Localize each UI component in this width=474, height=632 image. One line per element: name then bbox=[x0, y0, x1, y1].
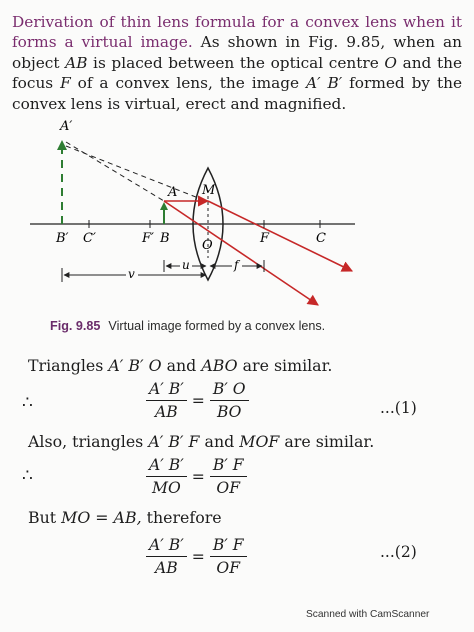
equation-number-1: ...(1) bbox=[380, 399, 417, 417]
statement-3: But MO = AB, therefore bbox=[28, 508, 222, 527]
virtual-ray-1 bbox=[66, 142, 164, 201]
figure-caption-text: Virtual image formed by a convex lens. bbox=[108, 319, 326, 333]
label-a: A bbox=[168, 185, 178, 200]
therefore-2: ∴ bbox=[22, 466, 33, 486]
label-b-prime: B′ bbox=[56, 231, 69, 246]
therefore-1: ∴ bbox=[22, 393, 33, 413]
equation-3: $\frac{A' B'}{AB}$ = $\frac{B' F}{OF}$ bbox=[146, 536, 247, 577]
statement-2: Also, triangles A′ B′ F and MOF are similar. bbox=[28, 432, 375, 451]
label-u: u bbox=[182, 258, 190, 272]
eq2-lhs: $\frac{A' B'}{MO}$ bbox=[146, 456, 187, 497]
label-m: M bbox=[202, 183, 216, 198]
eq3-rhs: $\frac{B' F}{OF}$ bbox=[210, 536, 247, 577]
statement-1: Triangles A′ B′ O and ABO are similar. bbox=[28, 356, 333, 375]
equation-2: $\frac{A' B'}{MO}$ = $\frac{B' F}{OF}$ bbox=[146, 456, 247, 497]
label-f-distance: f bbox=[234, 258, 239, 272]
label-f-prime: F′ bbox=[142, 231, 154, 246]
scanner-watermark: Scanned with CamScanner bbox=[306, 609, 430, 620]
virtual-ray-2 bbox=[66, 146, 206, 201]
label-c-prime: C′ bbox=[83, 231, 96, 246]
eq1-lhs: $\frac{A' B'}{AB}$ bbox=[146, 380, 187, 421]
eq3-lhs: $\frac{A' B'}{AB}$ bbox=[146, 536, 187, 577]
label-c: C bbox=[316, 231, 326, 246]
label-v: v bbox=[128, 267, 135, 281]
eq2-rhs: $\frac{B' F}{OF}$ bbox=[210, 456, 247, 497]
label-a-prime: A′ bbox=[60, 119, 73, 134]
ray-refracted-through-f bbox=[208, 201, 352, 271]
figure-caption bbox=[50, 319, 325, 333]
label-o: O bbox=[202, 238, 213, 253]
label-b: B bbox=[160, 231, 170, 246]
intro-paragraph: Derivation of thin lens formula for a convex lens when it forms a virtual image. As shown in Fig. 9.85, when an object AB is placed between the optical centre O and the focus F of a convex lens, the image A′ B′ formed by the convex lens is virtual, erect and magnified. bbox=[12, 13, 463, 113]
image-arrowhead bbox=[57, 140, 67, 150]
label-f: F bbox=[260, 231, 270, 246]
figure-number: Fig. 9.85 bbox=[50, 319, 101, 333]
intro-lead: Derivation of thin lens formula for a convex lens when it forms a virtual image. bbox=[12, 13, 462, 52]
equation-number-2: ...(2) bbox=[380, 543, 417, 561]
ray-diagram bbox=[0, 108, 474, 320]
equation-1: $\frac{A' B'}{AB}$ = $\frac{B' O}{BO}$ bbox=[146, 380, 249, 421]
eq1-rhs: $\frac{B' O}{BO}$ bbox=[210, 380, 249, 421]
